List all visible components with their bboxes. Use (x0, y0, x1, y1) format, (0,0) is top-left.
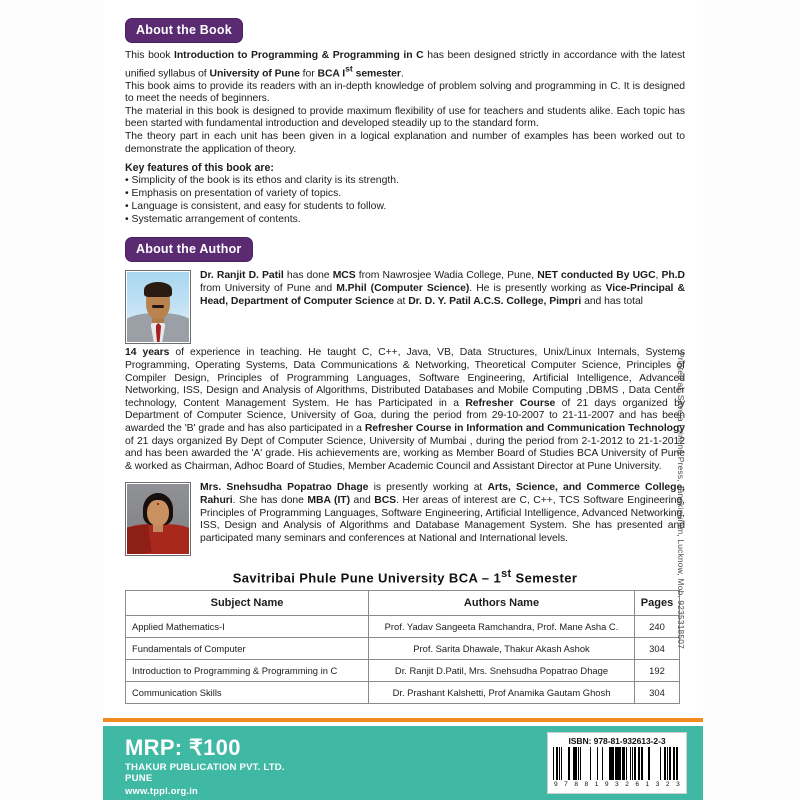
table-header-row (126, 590, 680, 615)
author-2-bio: Mrs. Snehsudha Popatrao Dhage is presently working at Arts, Science, and Commerce College, Rahuri. She has done MBA (IT) and BCS. Her areas of interest are C, C++, TCS Software Engineering, Principles of Programming Languages, Software Engineering, Artificial Intelligence, Advanced Networking, ISS, Design and Analysis of Algorithms and Database Management System. She has presented and participated many seminars and conferences at National and International levels. (200, 482, 686, 544)
syllabus-table-body (126, 615, 680, 703)
author-block-1 (125, 270, 685, 344)
barcode-digit: 3 (655, 781, 660, 788)
about-book-paragraph: This book aims to provide its readers with an in-depth knowledge of problem solving and programming in C. It is designed to meet the needs of beginners. (125, 80, 685, 105)
column-header-authors: Authors Name (369, 590, 635, 615)
barcode-bars (553, 747, 681, 780)
author-2-photo (125, 482, 191, 556)
left-margin (0, 0, 103, 800)
barcode-digit: 1 (594, 781, 599, 788)
table-cell-pages: 240 (635, 615, 680, 637)
barcode-digit: 7 (564, 781, 569, 788)
about-book-paragraph: This book Introduction to Programming & Programming in C has been designed strictly in accordance with the latest unified syllabus of University of Pune for BCA Ist semester. (125, 50, 685, 80)
orange-divider-bar (103, 718, 703, 722)
key-feature-item: • Emphasis on presentation of variety of topics. (125, 188, 342, 200)
table-cell-pages: 304 (635, 637, 680, 659)
barcode-digit: 8 (574, 781, 579, 788)
isbn-number: ISBN: 978-81-932613-2-3 (568, 736, 666, 746)
syllabus-title-sup: st (501, 568, 512, 581)
about-book-badge: About the Book (125, 18, 243, 43)
barcode-digit: 3 (676, 781, 680, 788)
key-features-list (125, 175, 685, 226)
publisher-website[interactable]: www.tppl.org.in (125, 785, 198, 796)
syllabus-title-post: Semester (511, 570, 578, 586)
syllabus-table-title (125, 568, 685, 585)
about-book-paragraph: The theory part in each unit has been given in a logical explanation and number of examples has been worked out to demonstrate the application of theory. (125, 131, 685, 155)
author-1-bio: Dr. Ranjit D. Patil has done MCS from Nawrosjee Wadia College, Pune, NET conducted By UGC, Ph.D from University of Pune and M.Phil (Computer Science). He is presently working as Vice-Principal & Head, Department of Computer Science at Dr. D. Y. Patil A.C.S. College, Pimpri and has total (200, 270, 685, 307)
table-row (126, 681, 680, 703)
table-cell-pages: 192 (635, 659, 680, 681)
table-cell-subject: Communication Skills (126, 681, 369, 703)
barcode-digit: 8 (584, 781, 589, 788)
printer-credit: Printed at: Saveja Printing Press, Janakipuram, Lucknow, Mob. 9235318507 (676, 352, 686, 649)
author-block-2 (125, 482, 685, 556)
barcode-digit: 2 (625, 781, 630, 788)
key-feature-item: • Systematic arrangement of contents. (125, 213, 301, 225)
author-1-bio-continued: 14 years of experience in teaching. He taught C, C++, Java, VB, Data Structures, Unix/Linux Internals, Systems Programming, Operating Systems, Data Communications & Networking, Theoretical Computer Science, Principles of Compiler Design, Principles of Programming Languages, Software Engineering, Artificial Intelligence, Advanced Networking, ISS, Design and Analysis of Algorithms, Distributed Databases and Mobile Computing ,DBMS , Data Center technology, Content Management System. He has Participated in a Refresher Course of 21 days organized by Department of Computer Science, University of Goa, during the period from 29-10-2007 to 21-11-2007 and has been awarded the 'B' grade and has also participated in a Refresher Course in Information and Communication Technology of 21 days organized By Dept of Computer Science, University of Mumbai , during the period from 2-1-2012 to 21-1-2012 and has been awarded the 'A' grade. His achievements are, working as Member Board of Studies BCA University of Pune & worked as Chairman, Adhoc Board of Studies, Member Academic Council and Assistant Director at Pune University. (125, 347, 686, 472)
table-cell-authors: Dr. Ranjit D.Patil, Mrs. Snehsudha Popatrao Dhage (369, 659, 635, 681)
cover-content (125, 18, 685, 704)
key-features-title: Key features of this book are: (125, 162, 274, 175)
right-margin (703, 0, 800, 800)
barcode-digit: 2 (665, 781, 670, 788)
publisher-name: THAKUR PUBLICATION PVT. LTD. (125, 762, 285, 773)
table-cell-authors: Prof. Yadav Sangeeta Ramchandra, Prof. Mane Asha C. (369, 615, 635, 637)
column-header-pages: Pages (635, 590, 680, 615)
cover-sheet (103, 0, 703, 800)
table-cell-authors: Dr. Prashant Kalshetti, Prof Anamika Gautam Ghosh (369, 681, 635, 703)
syllabus-table (125, 590, 680, 704)
mrp-price: MRP: ₹100 (125, 735, 241, 760)
about-author-badge: About the Author (125, 237, 253, 262)
about-book-paragraphs (125, 50, 685, 156)
table-cell-subject: Introduction to Programming & Programming in C (126, 659, 369, 681)
author-1-photo (125, 270, 191, 344)
syllabus-title-pre: Savitribai Phule Pune University BCA – 1 (232, 570, 502, 586)
about-book-paragraph: The material in this book is designed to provide maximum flexibility of use for teachers and students alike. Each topic has been started with fundamental introduction and developed steadily up to the standard form. (125, 105, 685, 130)
barcode-digit: 6 (635, 781, 640, 788)
table-row (126, 659, 680, 681)
table-row (126, 615, 680, 637)
barcode-digit: 3 (615, 781, 619, 788)
key-feature-item: • Language is consistent, and easy for students to follow. (125, 200, 387, 212)
barcode-digit: 9 (604, 781, 609, 788)
footer-bar (103, 726, 703, 800)
table-cell-pages: 304 (635, 681, 680, 703)
table-row (126, 637, 680, 659)
key-feature-item: • Simplicity of the book is its ethos and clarity is its strength. (125, 175, 399, 187)
isbn-barcode (547, 732, 687, 794)
barcode-digits (553, 780, 681, 788)
table-cell-subject: Applied Mathematics-I (126, 615, 369, 637)
column-header-subject: Subject Name (126, 590, 369, 615)
barcode-digit: 9 (554, 781, 558, 788)
table-cell-subject: Fundamentals of Computer (126, 637, 369, 659)
table-cell-authors: Prof. Sarita Dhawale, Thakur Akash Ashok (369, 637, 635, 659)
barcode-digit: 1 (645, 781, 650, 788)
publisher-city: PUNE (125, 773, 153, 784)
